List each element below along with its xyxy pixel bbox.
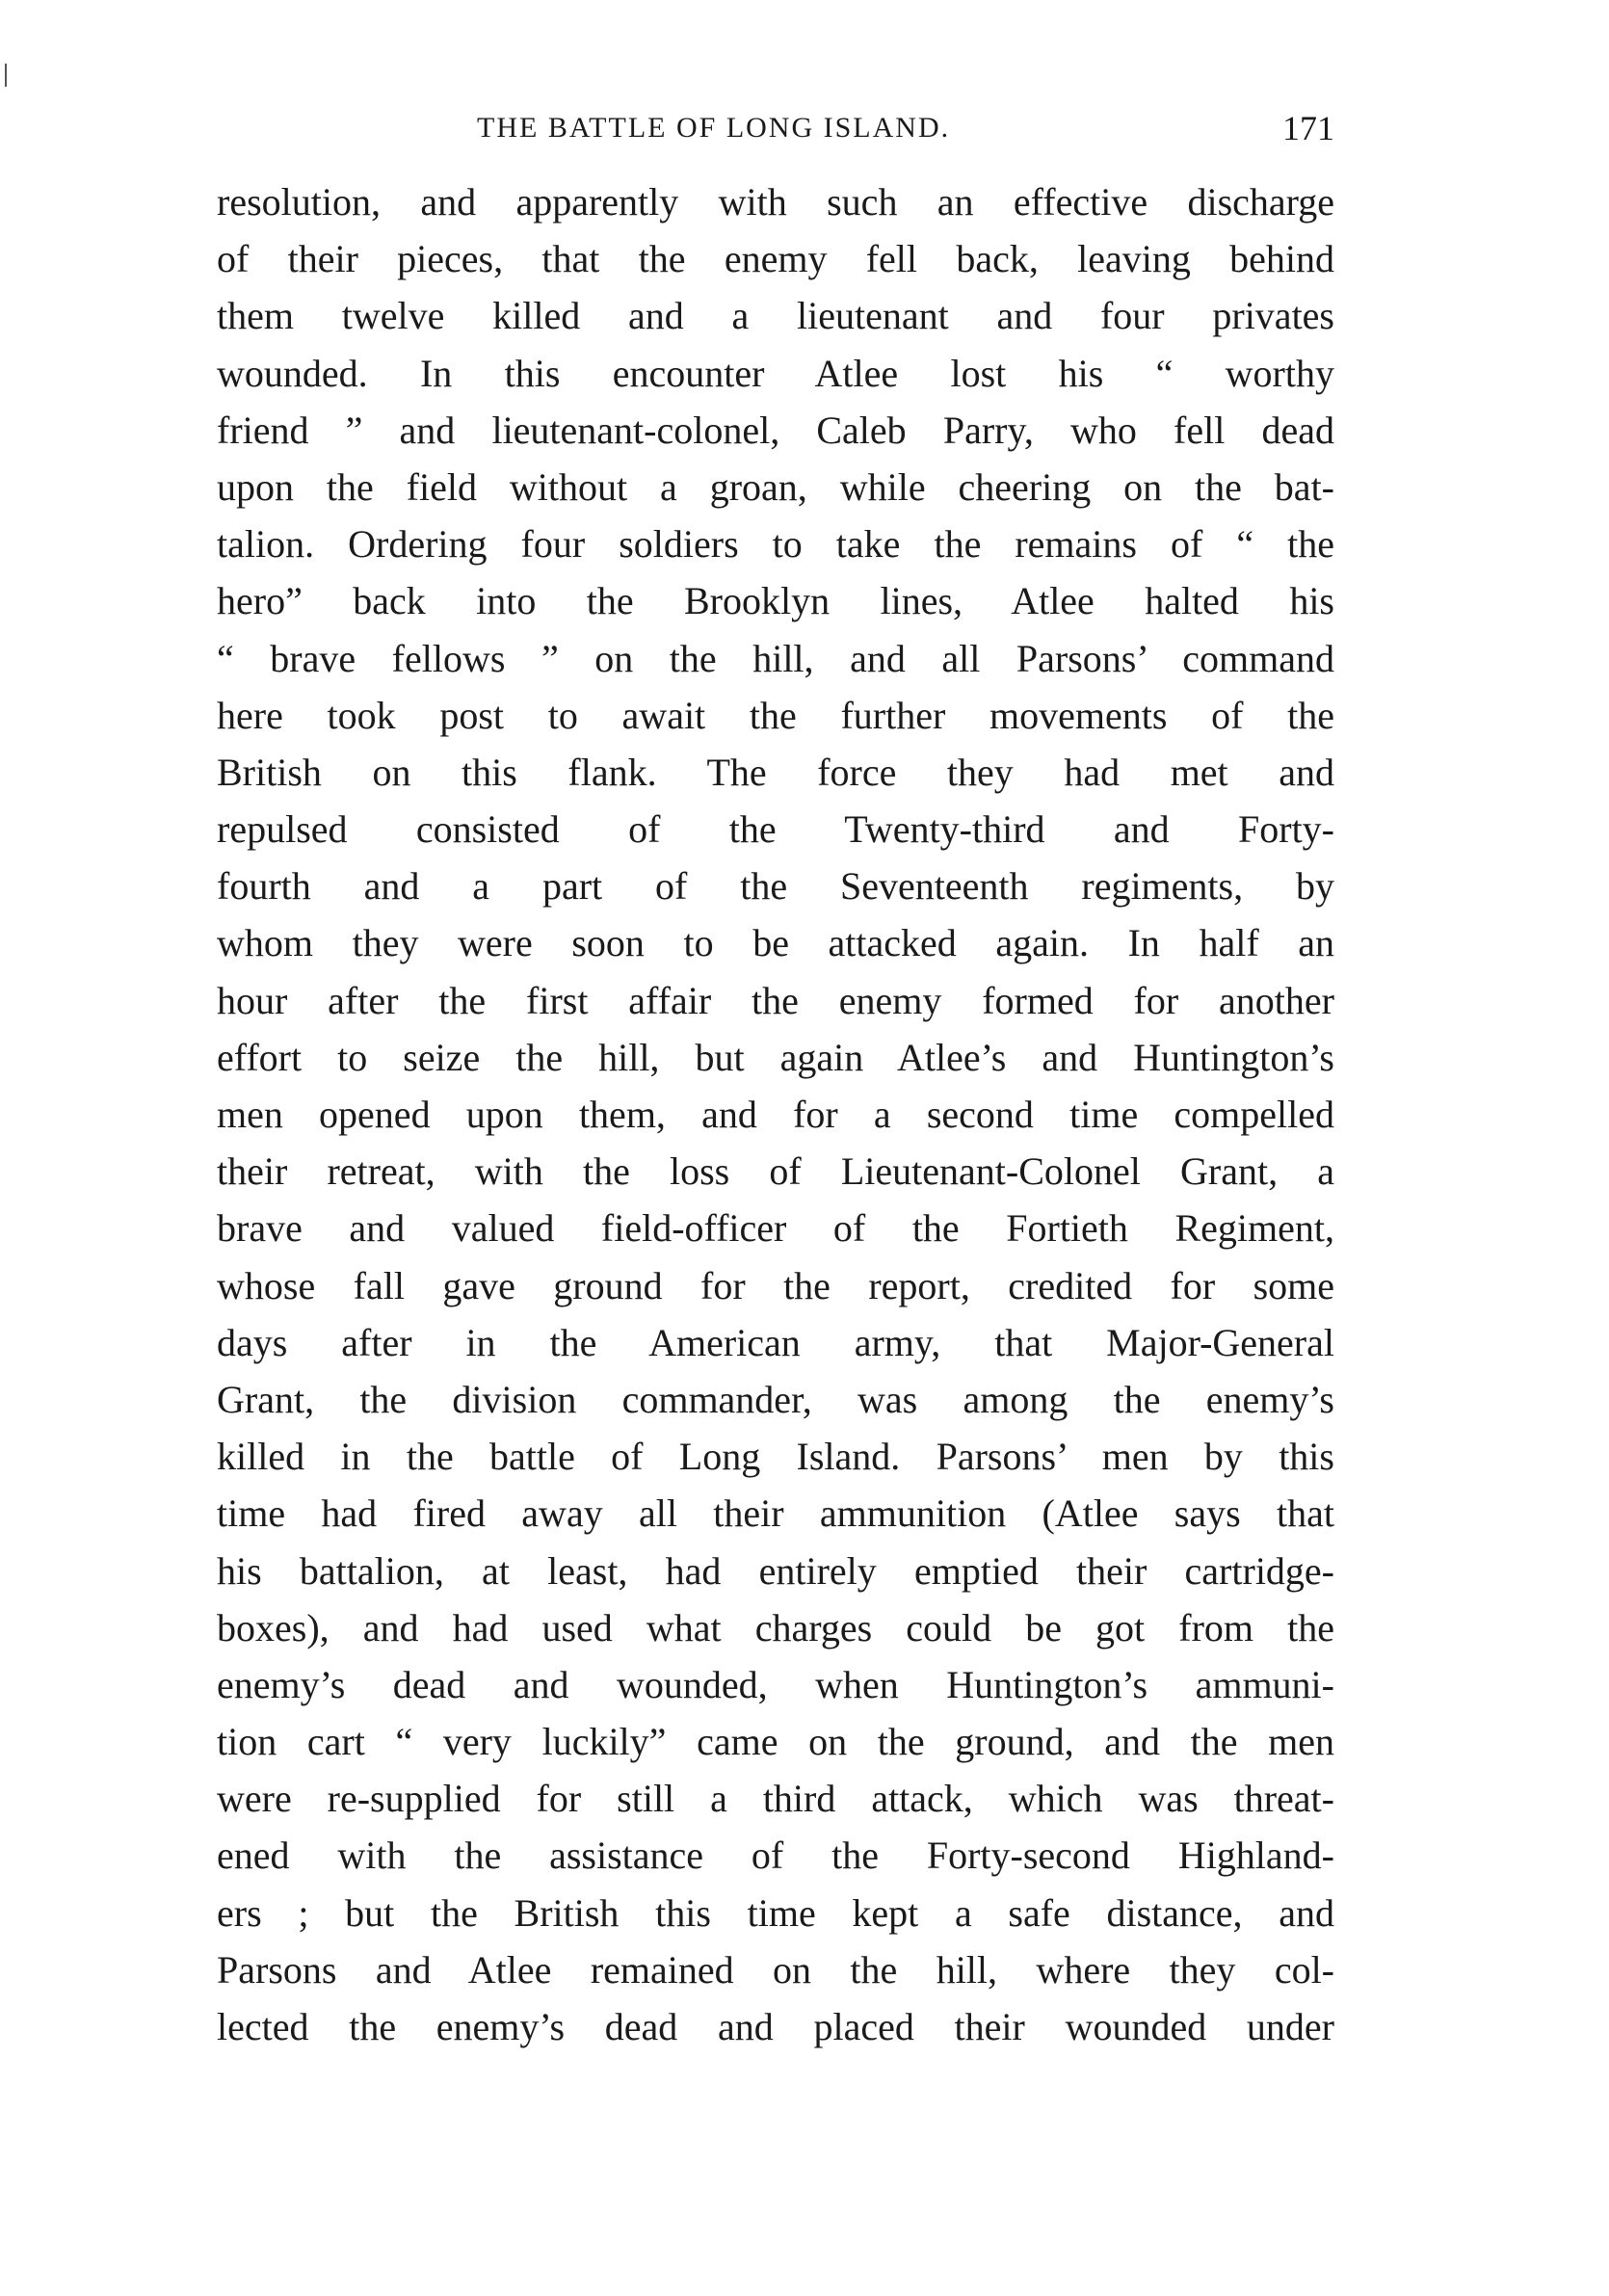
text-line: brave and valued field-officer of the Fortieth Regiment,: [217, 1206, 1334, 1251]
text-line: them twelve killed and a lieutenant and four privates: [217, 294, 1334, 338]
text-line: talion. Ordering four soldiers to take the remains of “ the: [217, 522, 1334, 567]
margin-mark: [5, 64, 7, 87]
text-line: time had fired away all their ammunition (Atlee says that: [217, 1491, 1334, 1536]
text-line: their retreat, with the loss of Lieutenant-Colonel Grant, a: [217, 1149, 1334, 1194]
text-line: Parsons and Atlee remained on the hill, where they col-: [217, 1947, 1334, 1992]
text-line: boxes), and had used what charges could be got from the: [217, 1605, 1334, 1649]
text-line: of their pieces, that the enemy fell back, leaving behind: [217, 237, 1334, 281]
text-line: ened with the assistance of the Forty-second Highland-: [217, 1834, 1334, 1878]
text-line: “ brave fellows ” on the hill, and all Parsons’ command: [217, 636, 1334, 680]
text-line: whom they were soon to be attacked again. In half an: [217, 921, 1334, 965]
page-number: 171: [1282, 109, 1334, 147]
text-line: wounded. In this encounter Atlee lost his “ worthy: [217, 351, 1334, 395]
text-line: tion cart “ very luckily” came on the ground, and the men: [217, 1720, 1334, 1764]
text-line: men opened upon them, and for a second time compelled: [217, 1093, 1334, 1136]
text-line: enemy’s dead and wounded, when Huntington’s ammuni-: [217, 1662, 1334, 1706]
running-title: THE BATTLE OF LONG ISLAND.: [477, 112, 951, 144]
text-line: lected the enemy’s dead and placed their wounded under: [217, 2005, 1334, 2048]
text-line: repulsed consisted of the Twenty-third and Forty-: [217, 807, 1334, 852]
text-line: effort to seize the hill, but again Atlee’s and Huntington’s: [217, 1035, 1334, 1079]
text-line: fourth and a part of the Seventeenth regiments, by: [217, 864, 1334, 909]
text-line: hero” back into the Brooklyn lines, Atlee halted his: [217, 579, 1334, 623]
text-line: were re-supplied for still a third attack, which was threat-: [217, 1777, 1334, 1821]
text-line: resolution, and apparently with such an effective discharge: [217, 180, 1334, 224]
text-line: whose fall gave ground for the report, credited for some: [217, 1263, 1334, 1307]
text-line: friend ” and lieutenant-colonel, Caleb Parry, who fell dead: [217, 408, 1334, 452]
text-line: his battalion, at least, had entirely emptied their cartridge-: [217, 1548, 1334, 1593]
body-text: [217, 173, 1334, 2055]
text-line: ers ; but the British this time kept a safe distance, and: [217, 1890, 1334, 1935]
text-line: here took post to await the further movements of the: [217, 693, 1334, 737]
text-line: British on this flank. The force they had met and: [217, 750, 1334, 794]
text-line: hour after the first affair the enemy formed for another: [217, 978, 1334, 1022]
running-head: [217, 104, 1334, 162]
text-line: Grant, the division commander, was among the enemy’s: [217, 1377, 1334, 1421]
text-line: killed in the battle of Long Island. Parsons’ men by this: [217, 1435, 1334, 1479]
text-line: days after in the American army, that Major-General: [217, 1320, 1334, 1364]
text-line: upon the field without a groan, while cheering on the bat-: [217, 464, 1334, 509]
